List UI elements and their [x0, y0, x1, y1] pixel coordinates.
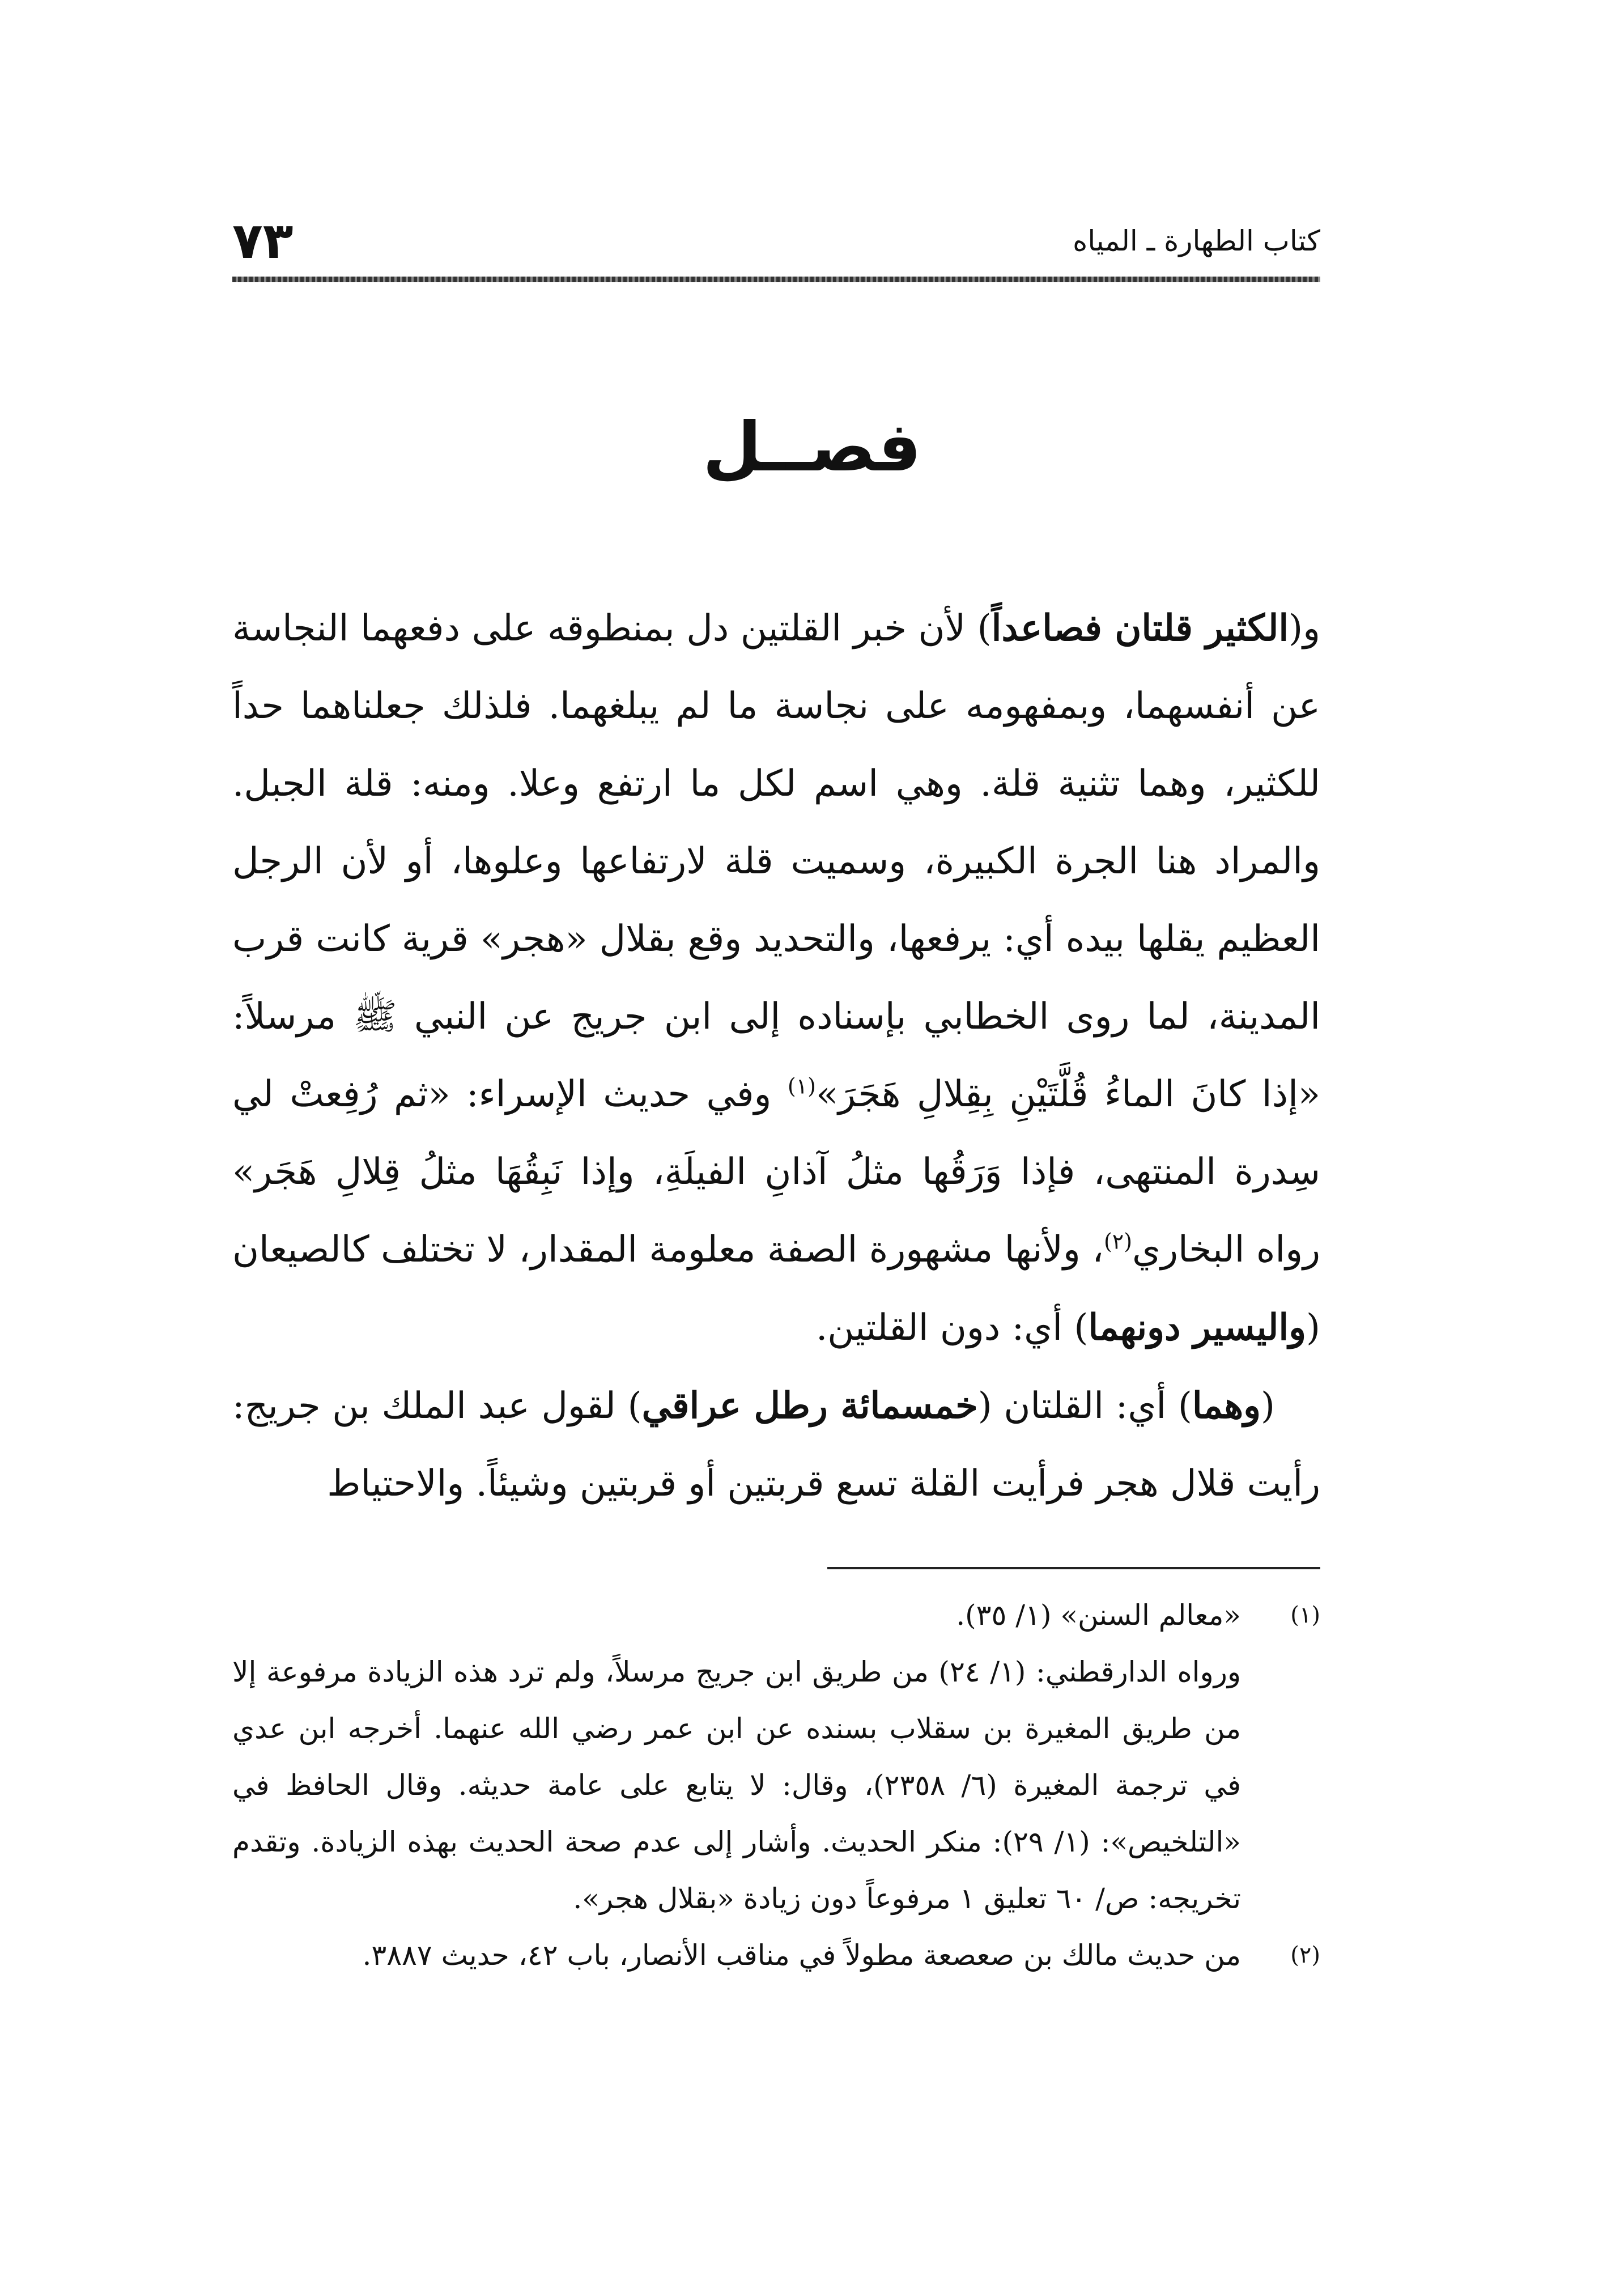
footnote-ref-1[interactable]: (١) — [787, 1073, 816, 1099]
paragraph-2 — [232, 1367, 1320, 1523]
footnote-number: (٢) — [1290, 1942, 1320, 1968]
footnote-2 — [232, 1927, 1320, 1984]
paragraph-1 — [232, 589, 1320, 1367]
text-run: ) لقول عبد الملك بن جريج: رأيت قلال هجر فرأيت القلة تسع قربتين أو قربتين وشيئاً. والاحتياط — [232, 1385, 1320, 1505]
page-header — [232, 210, 1320, 272]
footnote-ref-2[interactable]: (٢) — [1103, 1229, 1133, 1254]
footnote-divider — [827, 1567, 1320, 1569]
text-run: و( — [1289, 608, 1321, 649]
footnote-line: «معالم السنن» (١/ ٣٥). — [956, 1599, 1241, 1632]
header-divider — [232, 277, 1320, 282]
text-run: ( — [1261, 1385, 1276, 1427]
bold-term-wahuma: وهما — [1192, 1385, 1261, 1427]
bold-term-kathir: الكثير قلتان فصاعداً — [991, 607, 1289, 649]
main-text — [232, 589, 1320, 1523]
footnotes — [232, 1587, 1320, 1984]
text-run: ) أي: القلتان ( — [977, 1385, 1192, 1427]
footnote-text — [232, 1927, 1241, 1984]
footnote-1 — [232, 1587, 1320, 1927]
text-run: وفي حديث الإسراء: «ثم رُفِعتْ لي سِدرة المنتهى، فإذا وَرَقُها مثلُ آذانِ الفيلَةِ، وإذا نَبِقُهَا مثلُ قِلالِ هَجَر» رواه البخاري — [232, 1073, 1321, 1271]
text-run: ) أي: دون القلتين. — [815, 1307, 1089, 1349]
footnote-number: (١) — [1290, 1602, 1320, 1628]
text-run: ، ولأنها مشهورة الصفة معلومة المقدار، لا تختلف كالصيعان ( — [232, 1229, 1320, 1349]
footnote-line: من حديث مالك بن صعصعة مطولاً في مناقب الأنصار، باب ٤٢، حديث ٣٨٨٧. — [362, 1939, 1241, 1972]
text-run: ) لأن خبر القلتين دل بمنطوقه على دفعهما النجاسة عن أنفسهما، وبمفهومه على نجاسة ما لم يبلغهما. فلذلك جعلناهما حداً للكثير، وهما تثنية قلة. وهي اسم لكل ما ارتفع وعلا. ومنه: قلة الجبل. والمراد هنا الجرة الكبيرة، وسميت قلة لارتفاعها وعلوها، أو لأن الرجل العظيم يقلها بيده أي: يرفعها، والتحديد وقع بقلال «هجر» قرية كانت قرب المدينة، لما روى الخطابي بإسناده إلى ابن جريج عن النبي ﷺ مرسلاً: «إذا كانَ الماءُ قُلَّتَيْنِ بِقِلالِ هَجَرَ» — [232, 608, 1321, 1115]
footnote-text — [232, 1587, 1241, 1927]
page-number: ٧٣ — [232, 211, 294, 270]
footnote-line: ورواه الدارقطني: (١/ ٢٤) من طريق ابن جريج مرسلاً، ولم ترد هذه الزيادة مرفوعة إلا من طريق المغيرة بن سقلاب بسنده عن ابن عمر رضي الله عنهما. أخرجه ابن عدي في ترجمة المغيرة (٦/ ٢٣٥٨)، وقال: لا يتابع على عامة حديثه. وقال الحافظ في «التلخيص»: (١/ ٢٩): منكر الحديث. وأشار إلى عدم صحة الحديث بهذه الزيادة. وتقدم تخريجه: ص/ ٦٠ تعليق ١ مرفوعاً دون زيادة «بقلال هجر». — [232, 1655, 1242, 1915]
bold-term-yasir: واليسير دونهما — [1088, 1306, 1307, 1349]
running-title: كتاب الطهارة ـ المياه — [1073, 224, 1320, 257]
bold-term-ratl: خمسمائة رطل عراقي — [641, 1385, 978, 1427]
section-title: فصــل — [703, 408, 921, 487]
